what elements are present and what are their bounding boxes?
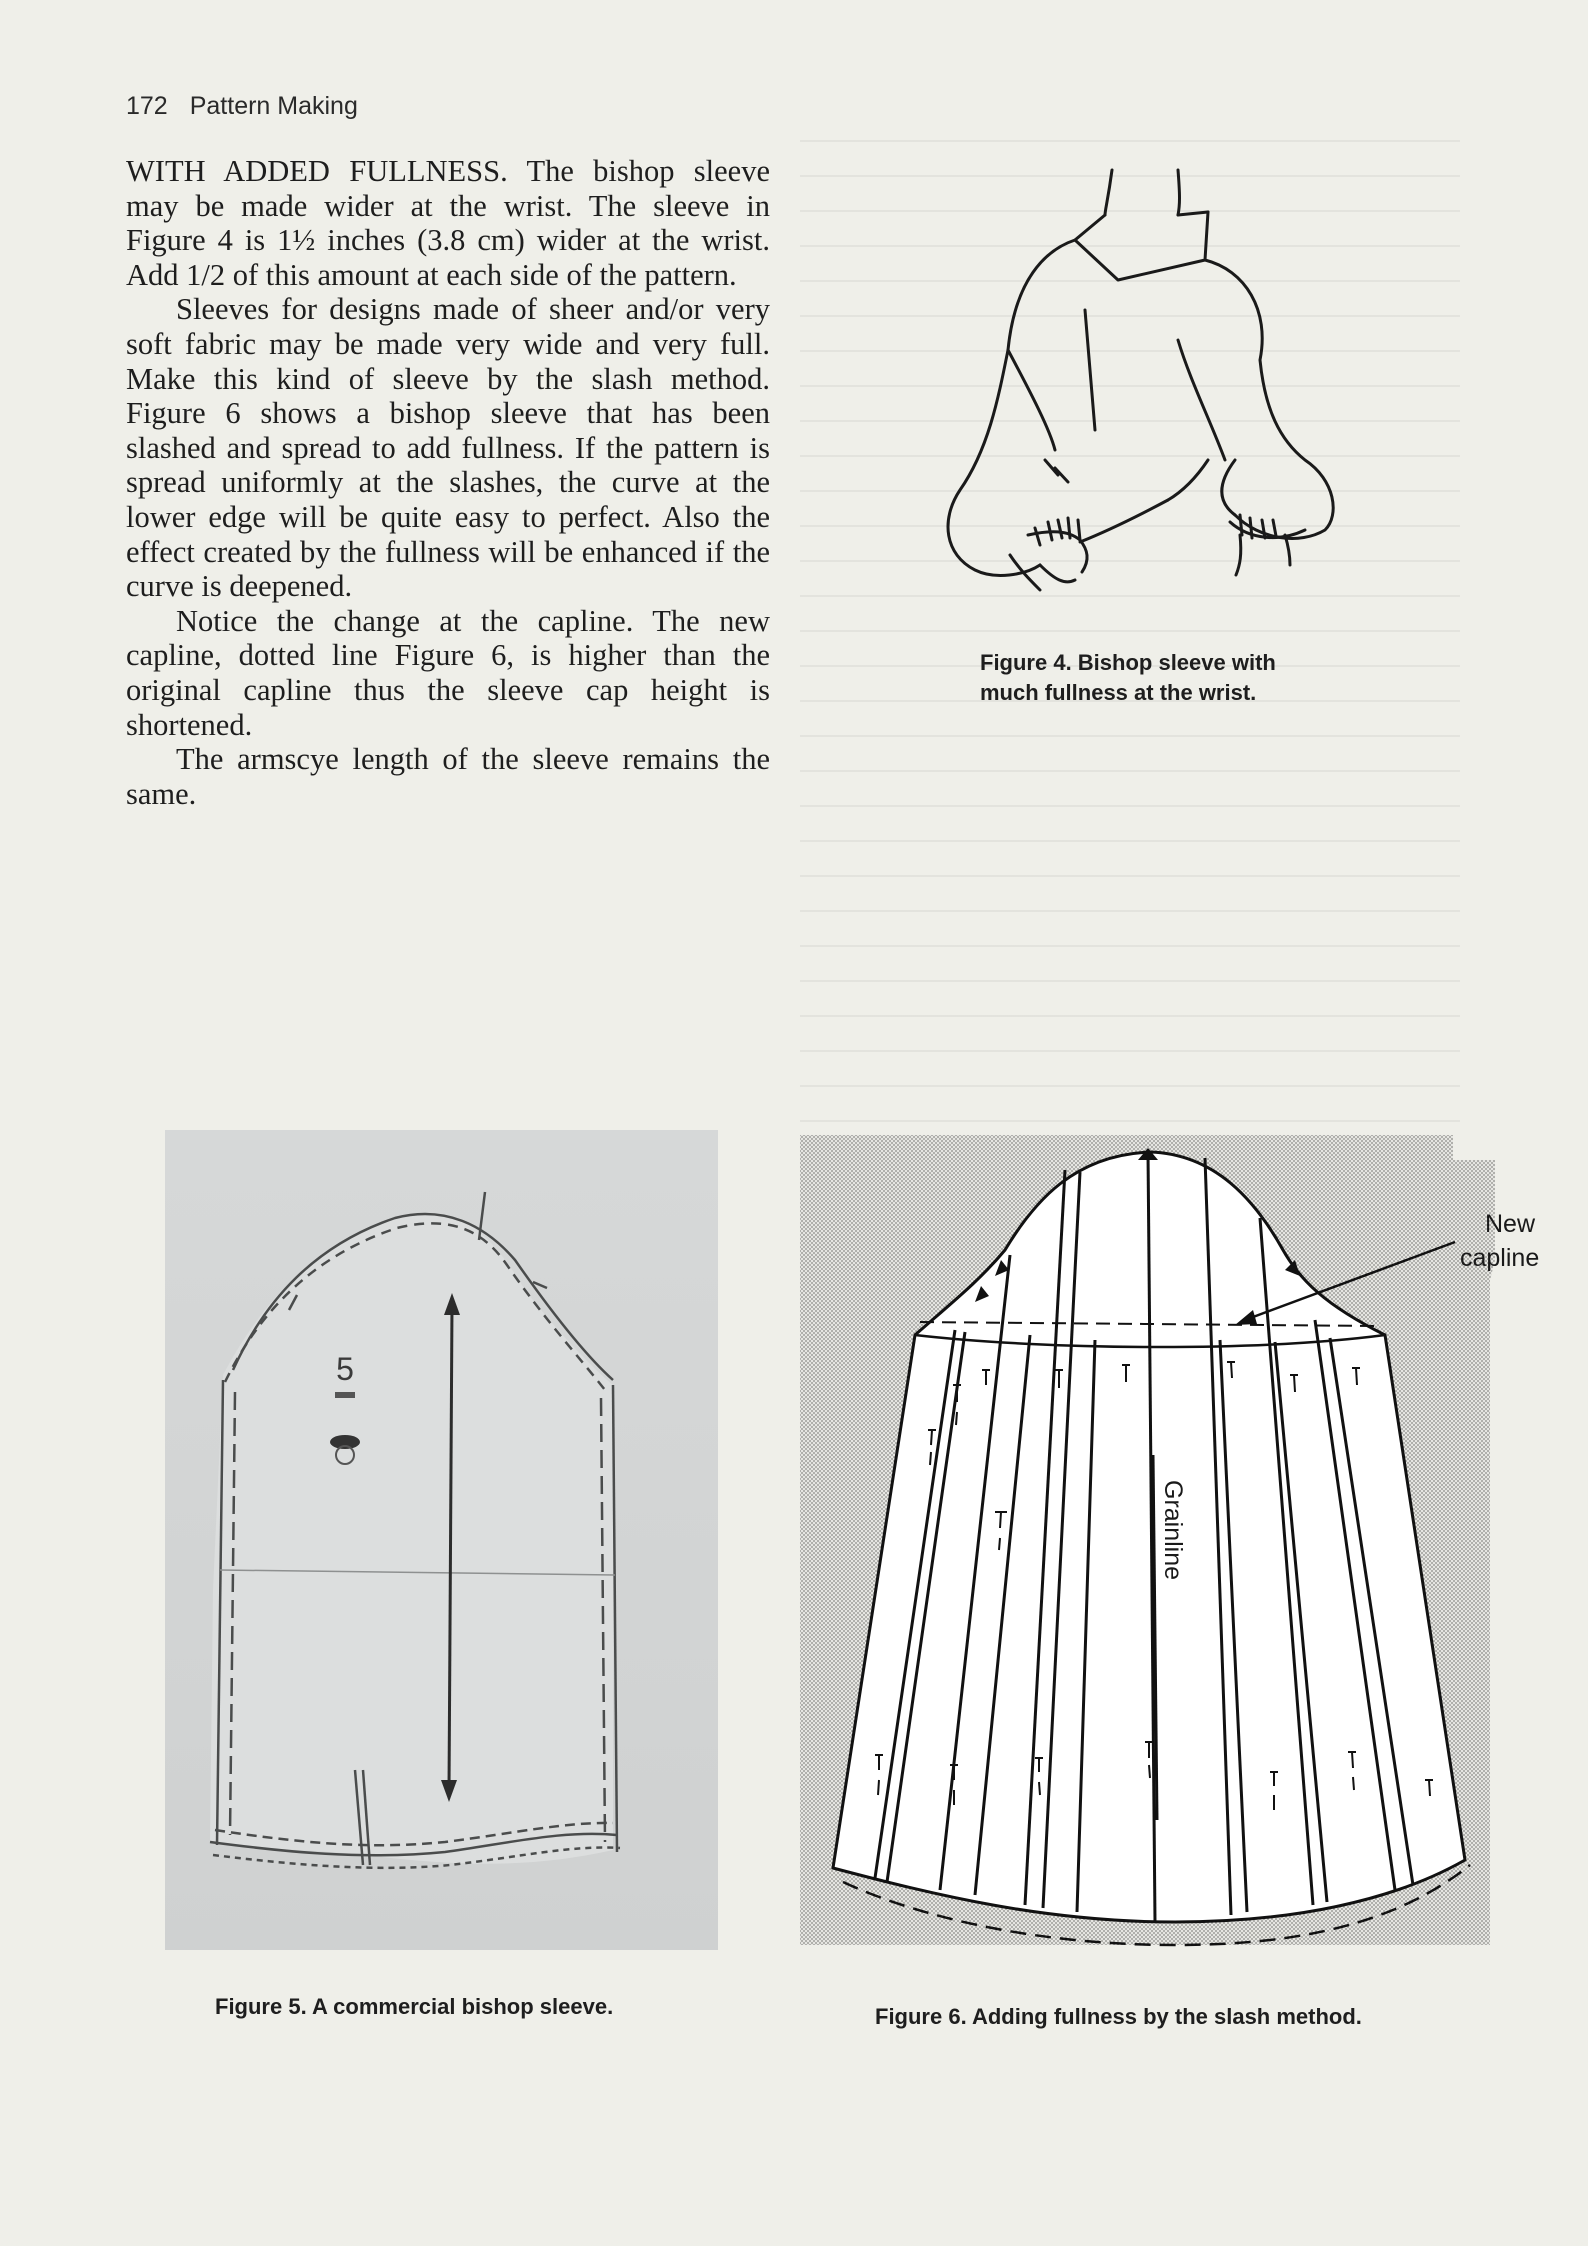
pattern-number: 5 <box>336 1351 354 1387</box>
figure-4-caption <box>980 648 1340 708</box>
running-title: Pattern Making <box>189 92 358 120</box>
caption-line: much fullness at the wrist. <box>980 680 1257 705</box>
figure-4-illustration <box>940 160 1350 600</box>
page-number: 172 <box>126 92 168 120</box>
paragraph: Notice the change at the capline. The new capline, dotted line Figure 6, is higher than the original capline thus the sleeve cap height is shortened. <box>126 603 770 742</box>
new-capline-label-line1: New <box>1485 1210 1536 1238</box>
figure-6-caption: Figure 6. Adding fullness by the slash method. <box>875 2004 1362 2029</box>
figure-5-photo <box>165 1130 718 1950</box>
figure-6-diagram <box>795 1130 1555 1960</box>
body-text <box>126 154 770 811</box>
grainline-label: Grainline <box>1159 1480 1187 1581</box>
new-capline-label-line2: capline <box>1460 1244 1540 1272</box>
paragraph: Sleeves for designs made of sheer and/or very soft fabric may be made very wide and very full. Make this kind of sleeve by the slash method. Figure 6 shows a bishop sleeve that has been slashed and spread to add fullness. If the pattern is spread uniformly at the slashes, the curve at the lower edge will be quite easy to perfect. Also the effect created by the fullness will be enhanced if the curve is deepened. <box>126 292 770 604</box>
figure-5-caption: Figure 5. A commercial bishop sleeve. <box>215 1994 614 2019</box>
paragraph: WITH ADDED FULLNESS. The bishop sleeve may be made wider at the wrist. The sleeve in Figure 4 is 1½ inches (3.8 cm) wider at the wrist. Add 1/2 of this amount at each side of the pattern. <box>126 154 770 292</box>
paragraph: The armscye length of the sleeve remains the same. <box>126 742 770 811</box>
running-header <box>126 92 358 121</box>
caption-line: Figure 4. Bishop sleeve with <box>980 650 1276 675</box>
